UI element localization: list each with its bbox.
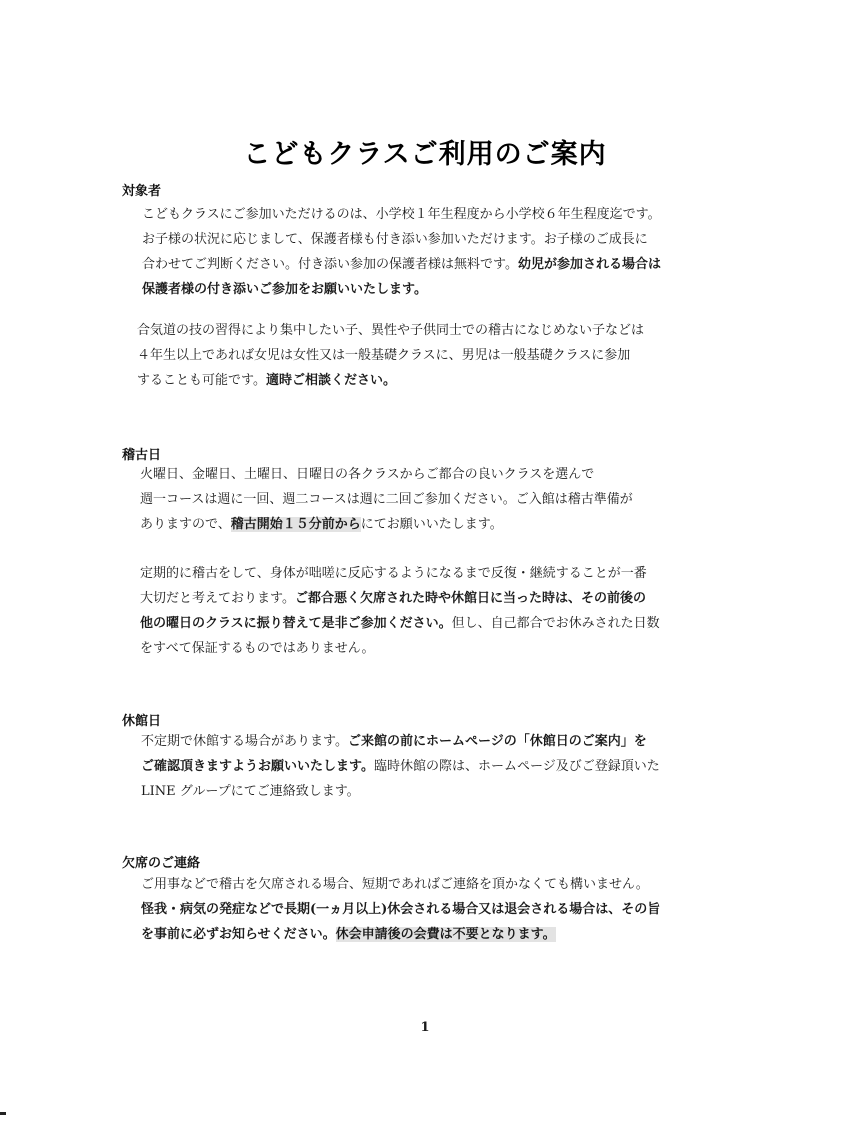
target-paragraph-1: [142, 202, 752, 302]
bold-text: を事前に必ずお知らせください。: [141, 927, 336, 942]
text-line: ご用事などで稽古を欠席される場合、短期であればご連絡を頂かなくても構いません。: [141, 877, 649, 892]
text-line: [137, 368, 747, 393]
text-span: 臨時休館の際は、ホームページ及びご登録頂いた: [373, 759, 660, 774]
text-line: 週一コースは週に一回、週二コースは週に二回ご参加ください。ご入館は稽古準備が: [140, 492, 633, 507]
text-line: 定期的に稽古をして、身体が咄嗟に反応するようになるまで反復・継続することが一番: [140, 566, 647, 581]
text-span: 但し、自己都合でお休みされた日数: [451, 616, 660, 631]
highlighted-text: 休会申請後の会費は不要となります。: [335, 927, 556, 942]
bold-text: ご確認頂きますようお願いいたします。: [141, 759, 374, 774]
text-line: [141, 729, 751, 754]
bold-text: ご来館の前にホームページの「休館日のご案内」を: [347, 734, 647, 749]
text-line: [140, 586, 750, 611]
text-line: をすべて保証するものではありません。: [140, 641, 375, 656]
text-line: [141, 922, 751, 947]
target-paragraph-2: [137, 318, 747, 393]
section-heading-target: 対象者: [122, 184, 162, 199]
closed-paragraph: [141, 729, 751, 804]
text-line: 怪我・病気の発症などで長期(一ヵ月以上)休会される場合又は退会される場合は、その旨: [141, 902, 661, 917]
page-number: 1: [420, 1020, 430, 1035]
scan-speck: [0, 1112, 6, 1115]
text-span: することも可能です。: [137, 373, 266, 388]
text-span: ありますので、: [140, 517, 231, 532]
absence-paragraph: [141, 872, 751, 947]
text-line: [140, 512, 750, 537]
page-title: こどもクラスご利用のご案内: [243, 139, 607, 170]
section-heading-absence: 欠席のご連絡: [122, 856, 201, 871]
text-line: [142, 252, 752, 277]
text-span: 大切だと考えております。: [140, 591, 295, 606]
bold-text: ご都合悪く欠席された時や休館日に当った時は、その前後の: [294, 591, 646, 606]
text-line: 合気道の技の習得により集中したい子、異性や子供同士での稽古になじめない子などは: [137, 323, 645, 338]
text-line: 保護者様の付き添いご参加をお願いいたします。: [142, 282, 427, 297]
days-paragraph-2: [140, 561, 750, 661]
text-line: お子様の状況に応じまして、保護者様も付き添い参加いただけます。お子様のご成長に: [142, 232, 648, 247]
section-heading-days: 稽古日: [122, 448, 162, 463]
highlighted-text: 稽古開始１５分前から: [230, 517, 361, 532]
bold-text: 適時ご相談ください。: [265, 373, 396, 388]
text-line: LINE グループにてご連絡致します。: [141, 784, 360, 799]
text-line: こどもクラスにご参加いただけるのは、小学校１年生程度から小学校６年生程度迄です。: [142, 207, 661, 222]
text-span: 合わせてご判断ください。付き添い参加の保護者様は無料です。: [142, 257, 518, 272]
bold-text: 幼児が参加される場合は: [517, 257, 661, 272]
text-span: にてお願いいたします。: [360, 517, 503, 532]
text-line: [141, 754, 751, 779]
section-heading-closed: 休館日: [122, 714, 162, 729]
text-line: [140, 611, 750, 636]
text-line: 火曜日、金曜日、土曜日、日曜日の各クラスからご都合の良いクラスを選んで: [140, 467, 595, 482]
text-span: 不定期で休館する場合があります。: [141, 734, 348, 749]
bold-text: 他の曜日のクラスに振り替えて是非ご参加ください。: [140, 616, 452, 631]
text-line: ４年生以上であれば女児は女性又は一般基礎クラスに、男児は一般基礎クラスに参加: [137, 348, 631, 363]
days-paragraph-1: [140, 462, 750, 537]
